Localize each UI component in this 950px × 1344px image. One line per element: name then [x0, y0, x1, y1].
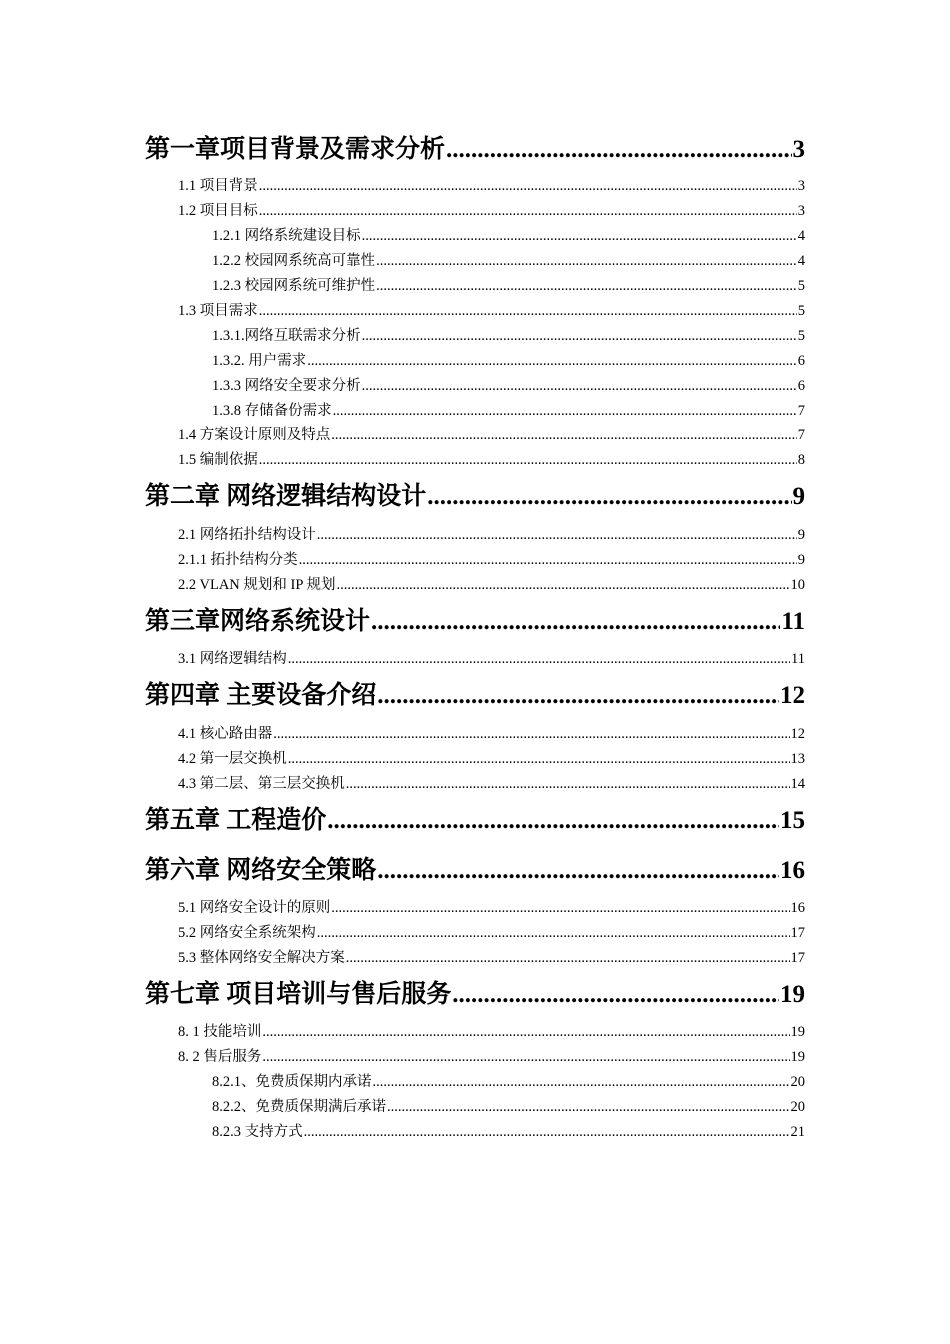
toc-entry-title: 1.2.1 网络系统建设目标 — [212, 228, 361, 244]
toc-page-number: 19 — [790, 1049, 805, 1065]
toc-entry-title: 8.2.2、免费质保期满后承诺 — [212, 1099, 386, 1115]
toc-chapter-entry[interactable] — [145, 978, 805, 1012]
toc-entry-title: 1.3.3 网络安全要求分析 — [212, 378, 361, 394]
toc-section-entry[interactable] — [178, 724, 805, 744]
toc-leader-dots — [317, 923, 790, 943]
toc-entry-title: 8. 1 技能培训 — [178, 1024, 262, 1040]
toc-entry-title: 1.4 方案设计原则及特点 — [178, 427, 331, 443]
toc-entry-title: 4.1 核心路由器 — [178, 726, 273, 742]
toc-page-number: 9 — [797, 527, 805, 543]
toc-page-number: 12 — [790, 726, 805, 742]
toc-page-number: 15 — [780, 807, 805, 834]
toc-entry-title: 8. 2 售后服务 — [178, 1049, 262, 1065]
toc-section-entry[interactable] — [178, 550, 805, 570]
toc-subsection-entry[interactable] — [212, 226, 805, 246]
toc-page-number: 4 — [797, 253, 805, 269]
toc-leader-dots — [259, 450, 797, 470]
toc-page-number: 3 — [792, 136, 805, 163]
toc-page-number: 3 — [797, 178, 805, 194]
toc-entry-title: 第六章 网络安全策略 — [145, 857, 377, 884]
toc-leader-dots — [362, 376, 797, 396]
toc-section-entry[interactable] — [178, 425, 805, 445]
toc-chapter-entry[interactable] — [145, 605, 805, 639]
toc-entry-title: 1.2 项目目标 — [178, 203, 258, 219]
toc-page-number: 13 — [790, 751, 805, 767]
toc-leader-dots — [346, 774, 790, 794]
toc-leader-dots — [331, 425, 797, 445]
toc-subsection-entry[interactable] — [212, 276, 805, 296]
toc-entry-title: 第三章网络系统设计 — [145, 608, 371, 635]
toc-leader-dots — [288, 749, 790, 769]
toc-leader-dots — [362, 326, 797, 346]
toc-leader-dots — [377, 679, 779, 713]
toc-page-number: 14 — [790, 776, 805, 792]
toc-subsection-entry[interactable] — [212, 401, 805, 421]
toc-entry-title: 1.5 编制依据 — [178, 452, 258, 468]
toc-chapter-entry[interactable] — [145, 679, 805, 713]
toc-section-entry[interactable] — [178, 898, 805, 918]
toc-section-entry[interactable] — [178, 1047, 805, 1067]
toc-section-entry[interactable] — [178, 201, 805, 221]
toc-page-number: 5 — [797, 278, 805, 294]
toc-subsection-entry[interactable] — [212, 376, 805, 396]
toc-section-entry[interactable] — [178, 774, 805, 794]
toc-section-entry[interactable] — [178, 749, 805, 769]
toc-page-number: 11 — [781, 608, 805, 635]
toc-section-entry[interactable] — [178, 301, 805, 321]
toc-entry-title: 1.2.2 校园网系统高可靠性 — [212, 253, 376, 269]
toc-entry-title: 第五章 工程造价 — [145, 807, 327, 834]
toc-section-entry[interactable] — [178, 525, 805, 545]
toc-entry-title: 第二章 网络逻辑结构设计 — [145, 483, 427, 510]
toc-page-number: 12 — [780, 682, 805, 709]
toc-section-entry[interactable] — [178, 649, 805, 669]
toc-section-entry[interactable] — [178, 450, 805, 470]
toc-leader-dots — [304, 1122, 790, 1142]
toc-leader-dots — [333, 401, 797, 421]
toc-leader-dots — [362, 226, 797, 246]
toc-chapter-entry[interactable] — [145, 480, 805, 514]
toc-leader-dots — [331, 898, 789, 918]
toc-entry-title: 2.2 VLAN 规划和 IP 规划 — [178, 577, 336, 593]
toc-page-number: 7 — [797, 403, 805, 419]
toc-page-number: 9 — [792, 483, 805, 510]
toc-entry-title: 1.3.1.网络互联需求分析 — [212, 328, 361, 344]
toc-leader-dots — [259, 201, 797, 221]
toc-page-number: 5 — [797, 328, 805, 344]
toc-entry-title: 2.1 网络拓扑结构设计 — [178, 527, 316, 543]
toc-leader-dots — [317, 525, 797, 545]
toc-leader-dots — [262, 1047, 789, 1067]
toc-subsection-entry[interactable] — [212, 1072, 805, 1092]
toc-page-number: 19 — [780, 981, 805, 1008]
toc-leader-dots — [376, 251, 797, 271]
toc-entry-title: 5.3 整体网络安全解决方案 — [178, 950, 345, 966]
toc-entry-title: 1.1 项目背景 — [178, 178, 258, 194]
toc-leader-dots — [377, 854, 779, 888]
toc-leader-dots — [427, 480, 791, 514]
toc-chapter-entry[interactable] — [145, 804, 805, 838]
toc-page-number: 19 — [790, 1024, 805, 1040]
toc-leader-dots — [376, 276, 797, 296]
toc-entry-title: 第一章项目背景及需求分析 — [145, 136, 446, 163]
toc-page-number: 21 — [790, 1124, 805, 1140]
toc-subsection-entry[interactable] — [212, 1122, 805, 1142]
toc-section-entry[interactable] — [178, 923, 805, 943]
toc-entry-title: 1.3 项目需求 — [178, 303, 258, 319]
toc-leader-dots — [371, 605, 780, 639]
toc-leader-dots — [452, 978, 779, 1012]
toc-page-number: 6 — [797, 378, 805, 394]
toc-page-number: 17 — [790, 950, 805, 966]
toc-page-number: 7 — [797, 427, 805, 443]
toc-entry-title: 1.3.8 存储备份需求 — [212, 403, 332, 419]
toc-leader-dots — [307, 351, 797, 371]
toc-page-number: 6 — [797, 353, 805, 369]
toc-page-number: 17 — [790, 925, 805, 941]
toc-leader-dots — [446, 133, 791, 167]
toc-entry-title: 3.1 网络逻辑结构 — [178, 651, 287, 667]
toc-entry-title: 第四章 主要设备介绍 — [145, 682, 377, 709]
toc-page-number: 10 — [790, 577, 805, 593]
toc-leader-dots — [373, 1072, 790, 1092]
toc-entry-title: 1.3.2. 用户需求 — [212, 353, 307, 369]
toc-entry-title: 2.1.1 拓扑结构分类 — [178, 552, 298, 568]
toc-section-entry[interactable] — [178, 948, 805, 968]
toc-leader-dots — [262, 1022, 789, 1042]
toc-subsection-entry[interactable] — [212, 351, 805, 371]
toc-leader-dots — [259, 301, 797, 321]
toc-page-number: 3 — [797, 203, 805, 219]
toc-entry-title: 4.3 第二层、第三层交换机 — [178, 776, 345, 792]
toc-leader-dots — [337, 575, 790, 595]
toc-page-number: 20 — [790, 1074, 805, 1090]
toc-page-number: 5 — [797, 303, 805, 319]
toc-entry-title: 5.2 网络安全系统架构 — [178, 925, 316, 941]
toc-entry-title: 5.1 网络安全设计的原则 — [178, 900, 331, 916]
toc-page-number: 11 — [791, 651, 805, 667]
toc-entry-title: 4.2 第一层交换机 — [178, 751, 287, 767]
toc-subsection-entry[interactable] — [212, 251, 805, 271]
toc-leader-dots — [273, 724, 789, 744]
toc-entry-title: 8.2.1、免费质保期内承诺 — [212, 1074, 372, 1090]
toc-page-number: 20 — [790, 1099, 805, 1115]
toc-entry-title: 8.2.3 支持方式 — [212, 1124, 303, 1140]
toc-leader-dots — [259, 176, 797, 196]
toc-entry-title: 1.2.3 校园网系统可维护性 — [212, 278, 376, 294]
toc-subsection-entry[interactable] — [212, 1097, 805, 1117]
toc-section-entry[interactable] — [178, 176, 805, 196]
toc-page-number: 16 — [780, 857, 805, 884]
toc-page-number: 16 — [790, 900, 805, 916]
toc-section-entry[interactable] — [178, 575, 805, 595]
toc-page-number: 8 — [797, 452, 805, 468]
toc-leader-dots — [299, 550, 797, 570]
toc-leader-dots — [327, 804, 779, 838]
toc-leader-dots — [387, 1097, 790, 1117]
toc-leader-dots — [346, 948, 790, 968]
toc-entry-title: 第七章 项目培训与售后服务 — [145, 981, 452, 1008]
toc-subsection-entry[interactable] — [212, 326, 805, 346]
toc-chapter-entry[interactable] — [145, 133, 805, 167]
toc-section-entry[interactable] — [178, 1022, 805, 1042]
toc-page-number: 4 — [797, 228, 805, 244]
toc-leader-dots — [288, 649, 790, 669]
toc-chapter-entry[interactable] — [145, 854, 805, 888]
toc-page-number: 9 — [797, 552, 805, 568]
